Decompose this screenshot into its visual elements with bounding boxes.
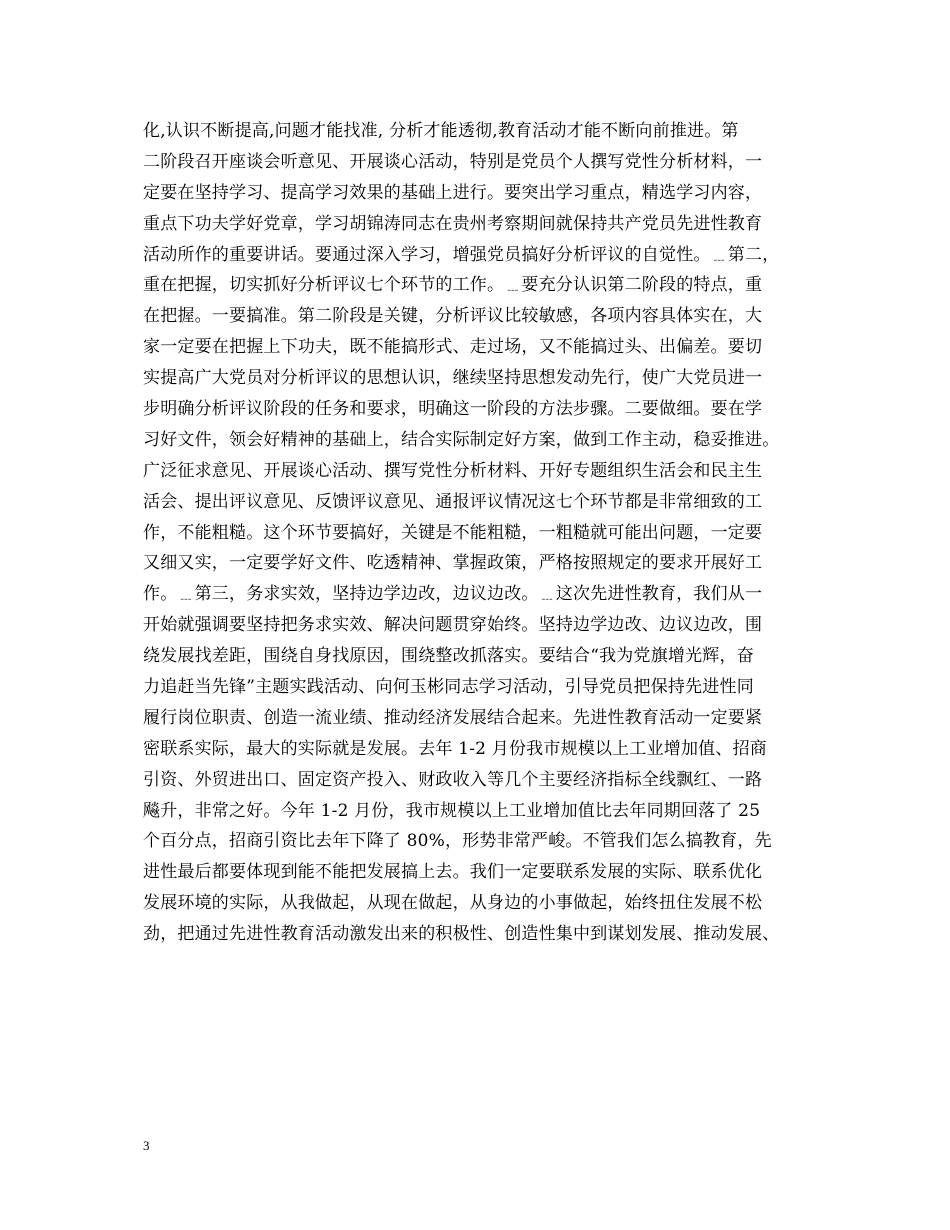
- text-line: 开始就强调要坚持把务求实效、解决问题贯穿始终。坚持边学边改、边议边改，围: [143, 615, 763, 636]
- text-line: 活会、提出评议意见、反馈评议意见、通报评议情况这七个环节都是非常细致的工: [143, 491, 763, 512]
- text-line: 广泛征求意见、开展谈心活动、撰写党性分析材料、开好专题组织生活会和民主生: [143, 460, 763, 481]
- text-line: 重点下功夫学好党章，学习胡锦涛同志在贵州考察期间就保持共产党员先进性教育: [143, 213, 763, 234]
- text-line: 步明确分析评议阶段的任务和要求，明确这一阶段的方法步骤。二要做细。要在学: [143, 399, 763, 420]
- text-line: 履行岗位职责、创造一流业绩、推动经济发展结合起来。先进性教育活动一定要紧: [143, 707, 763, 728]
- text-line: 引资、外贸进出口、固定资产投入、财政收入等几个主要经济指标全线飘红、一路: [143, 769, 763, 790]
- text-line: 劲，把通过先进性教育活动激发出来的积极性、创造性集中到谋划发展、推动发展、: [143, 924, 780, 945]
- text-line: 在把握。一要搞准。第二阶段是关键，分析评议比较敏感，各项内容具体实在，大: [143, 306, 763, 327]
- text-line: 个百分点，招商引资比去年下降了 80%，形势非常严峻。不管我们怎么搞教育，先: [143, 831, 772, 852]
- text-line: 家一定要在把握上下功夫，既不能搞形式、走过场，又不能搞过头、出偏差。要切: [143, 337, 763, 358]
- body-text: [143, 116, 843, 950]
- text-line: 绕发展找差距，围绕自身找原因，围绕整改抓落实。要结合“我为党旗增光辉，奋: [143, 646, 754, 667]
- page-number: 3: [143, 1138, 150, 1153]
- text-line: 化,认识不断提高,问题才能找准, 分析才能透彻,教育活动才能不断向前推进。第: [143, 121, 739, 141]
- text-line: 重在把握，切实抓好分析评议七个环节的工作。﹍要充分认识第二阶段的特点，重: [143, 275, 763, 296]
- text-line: 飚升，非常之好。今年 1-2 月份，我市规模以上工业增加值比去年同期回落了 25: [143, 800, 761, 821]
- text-line: 力追赶当先锋”主题实践活动、向何玉彬同志学习活动，引导党员把保持先进性同: [143, 677, 754, 698]
- text-line: 又细又实，一定要学好文件、吃透精神、掌握政策，严格按照规定的要求开展好工: [143, 553, 763, 574]
- text-line: 作。﹍第三，务求实效，坚持边学边改，边议边改。﹍这次先进性教育，我们从一: [143, 584, 763, 605]
- text-line: 定要在坚持学习、提高学习效果的基础上进行。要突出学习重点，精选学习内容，: [143, 182, 763, 203]
- text-line: 实提高广大党员对分析评议的思想认识，继续坚持思想发动先行，使广大党员进一: [143, 368, 763, 389]
- text-line: 活动所作的重要讲话。要通过深入学习，增强党员搞好分析评议的自觉性。﹍第二，: [143, 244, 780, 265]
- text-line: 作，不能粗糙。这个环节要搞好，关键是不能粗糙，一粗糙就可能出问题，一定要: [143, 522, 763, 543]
- text-line: 发展环境的实际，从我做起，从现在做起，从身边的小事做起，始终扭住发展不松: [143, 893, 763, 914]
- text-line: 二阶段召开座谈会听意见、开展谈心活动，特别是党员个人撰写党性分析材料，一: [143, 151, 763, 172]
- text-line: 密联系实际，最大的实际就是发展。去年 1-2 月份我市规模以上工业增加值、招商: [143, 738, 767, 759]
- text-line: 进性最后都要体现到能不能把发展搞上去。我们一定要联系发展的实际、联系优化: [143, 862, 763, 883]
- text-line: 习好文件，领会好精神的基础上，结合实际制定好方案，做到工作主动，稳妥推进。: [143, 429, 780, 450]
